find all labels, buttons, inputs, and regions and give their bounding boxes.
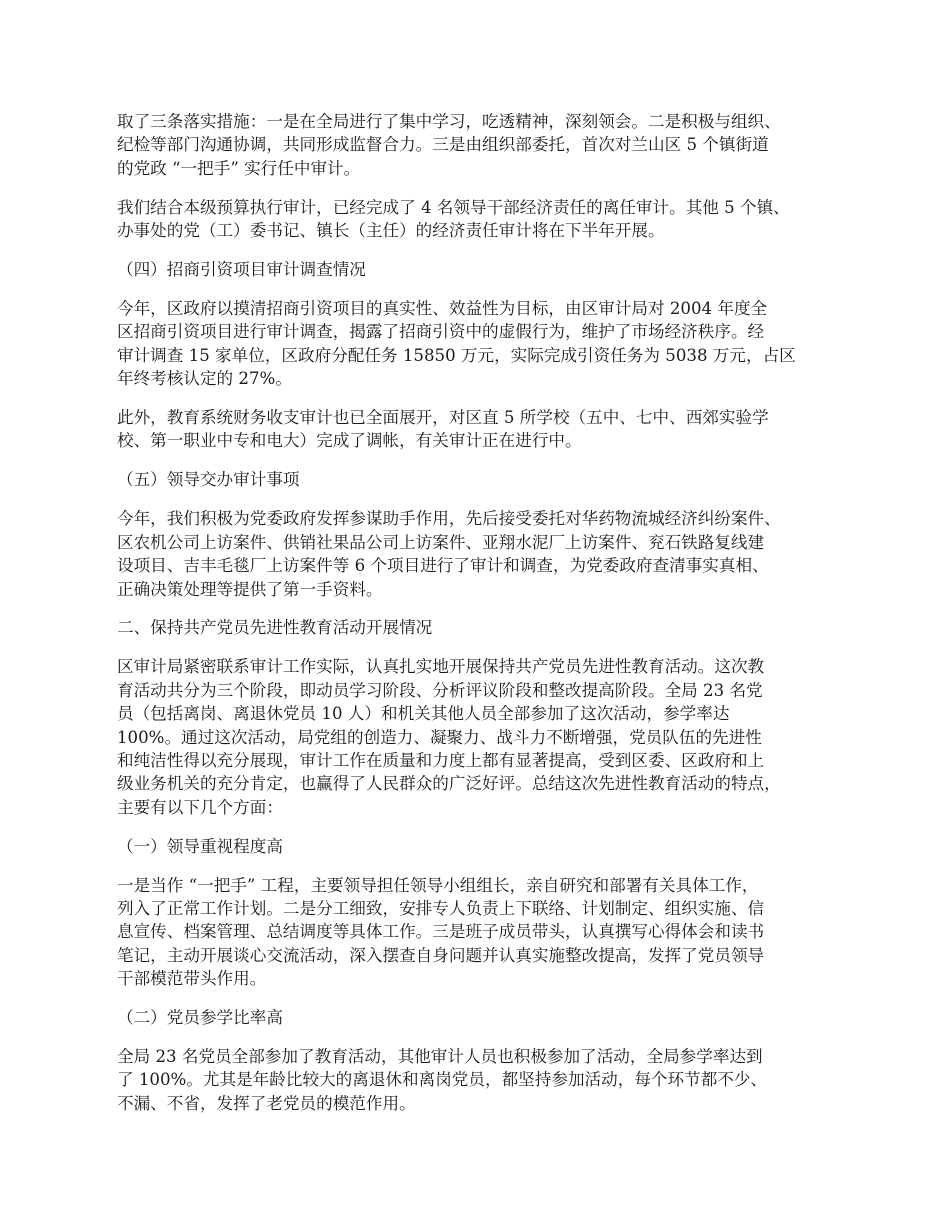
paragraph-line: 100%。通过这次活动，局党组的创造力、凝聚力、战斗力不断增强，党员队伍的先进性 — [117, 727, 762, 747]
paragraph-line: 今年，区政府以摸清招商引资项目的真实性、效益性为目标，由区审计局对 2004 年度全 — [117, 298, 768, 318]
section-heading: （五）领导交办审计事项 — [117, 470, 300, 490]
paragraph — [117, 406, 852, 453]
paragraph-line: 区招商引资项目进行审计调查，揭露了招商引资中的虚假行为，维护了市场经济秩序。经 — [117, 322, 765, 342]
paragraph-line: 纪检等部门沟通协调，共同形成监督合力。三是由组织部委托，首次对兰山区 5 个镇街道 — [117, 135, 769, 155]
section-heading: 二、保持共产党员先进性教育活动开展情况 — [117, 618, 433, 638]
paragraph — [117, 1045, 852, 1115]
paragraph-line: 干部模范带头作用。 — [117, 969, 267, 989]
section-heading: （二）党员参学比率高 — [117, 1008, 283, 1028]
paragraph — [117, 196, 852, 243]
section-heading: （四）招商引资项目审计调查情况 — [117, 260, 366, 280]
paragraph-line: 列入了正常工作计划。二是分工细致，安排专人负责上下联络、计划制定、组织实施、信 — [117, 898, 765, 918]
paragraph-line: 正确决策处理等提供了第一手资料。 — [117, 579, 383, 599]
paragraph-line: 一是当作 “一把手” 工程，主要领导担任领导小组组长，亲自研究和部署有关具体工作， — [117, 875, 759, 895]
paragraph-line: 今年，我们积极为党委政府发挥参谋助手作用，先后接受委托对华药物流城经济纠纷案件、 — [117, 509, 781, 529]
paragraph-line: 审计调查 15 家单位，区政府分配任务 15850 万元，实际完成引资任务为 5038 万元，占区 — [117, 345, 796, 365]
paragraph-line: 区审计局紧密联系审计工作实际，认真扎实地开展保持共产党员先进性教育活动。这次教 — [117, 657, 765, 677]
paragraph-line: 此外，教育系统财务收支审计也已全面展开，对区直 5 所学校（五中、七中、西郊实验学 — [117, 408, 769, 428]
paragraph-line: 员（包括离岗、离退休党员 10 人）和机关其他人员全部参加了这次活动，参学率达 — [117, 704, 730, 724]
paragraph-line: 和纯洁性得以充分展现，审计工作在质量和力度上都有显著提高，受到区委、区政府和上 — [117, 750, 765, 770]
paragraph-line: 育活动共分为三个阶段，即动员学习阶段、分析评议阶段和整改提高阶段。全局 23 名党 — [117, 680, 763, 700]
paragraph-line: 了 100%。尤其是年龄比较大的离退休和离岗党员，都坚持参加活动，每个环节都不少、 — [117, 1070, 768, 1090]
paragraph-line: 我们结合本级预算执行审计，已经完成了 4 名领导干部经济责任的离任审计。其他 5 个镇、 — [117, 197, 790, 217]
paragraph-line: 校、第一职业中专和电大）完成了调帐，有关审计正在进行中。 — [117, 431, 582, 451]
paragraph-line: 全局 23 名党员全部参加了教育活动，其他审计人员也积极参加了活动，全局参学率达到 — [117, 1047, 763, 1066]
paragraph-line: 年终考核认定的 27%。 — [117, 369, 292, 389]
section-heading: （一）领导重视程度高 — [117, 836, 283, 856]
paragraph-line: 办事处的党（工）委书记、镇长（主任）的经济责任审计将在下半年开展。 — [117, 221, 665, 241]
paragraph-line: 设项目、吉丰毛毯厂上访案件等 6 个项目进行了审计和调查，为党委政府查清事实真相、 — [117, 556, 769, 576]
paragraph-line: 级业务机关的充分肯定，也赢得了人民群众的广泛好评。总结这次先进性教育活动的特点， — [117, 774, 781, 794]
paragraph-line: 取了三条落实措施：一是在全局进行了集中学习，吃透精神，深刻领会。二是积极与组织、 — [117, 112, 781, 131]
paragraph — [117, 874, 852, 991]
paragraph — [117, 297, 852, 391]
paragraph-line: 笔记，主动开展谈心交流活动，深入摆查自身问题并认真实施整改提高，发挥了党员领导 — [117, 945, 765, 965]
paragraph — [117, 110, 852, 180]
paragraph-line: 区农机公司上访案件、供销社果品公司上访案件、亚翔水泥厂上访案件、兖石铁路复线建 — [117, 532, 765, 552]
paragraph-line: 主要有以下几个方面： — [117, 797, 283, 817]
document-body — [117, 110, 852, 1131]
paragraph — [117, 655, 852, 819]
paragraph-line: 息宣传、档案管理、总结调度等具体工作。三是班子成员带头，认真撰写心得体会和读书 — [117, 922, 765, 942]
paragraph — [117, 507, 852, 601]
paragraph-line: 的党政 “一把手” 实行任中审计。 — [117, 158, 361, 178]
paragraph-line: 不漏、不省，发挥了老党员的模范作用。 — [117, 1093, 416, 1113]
